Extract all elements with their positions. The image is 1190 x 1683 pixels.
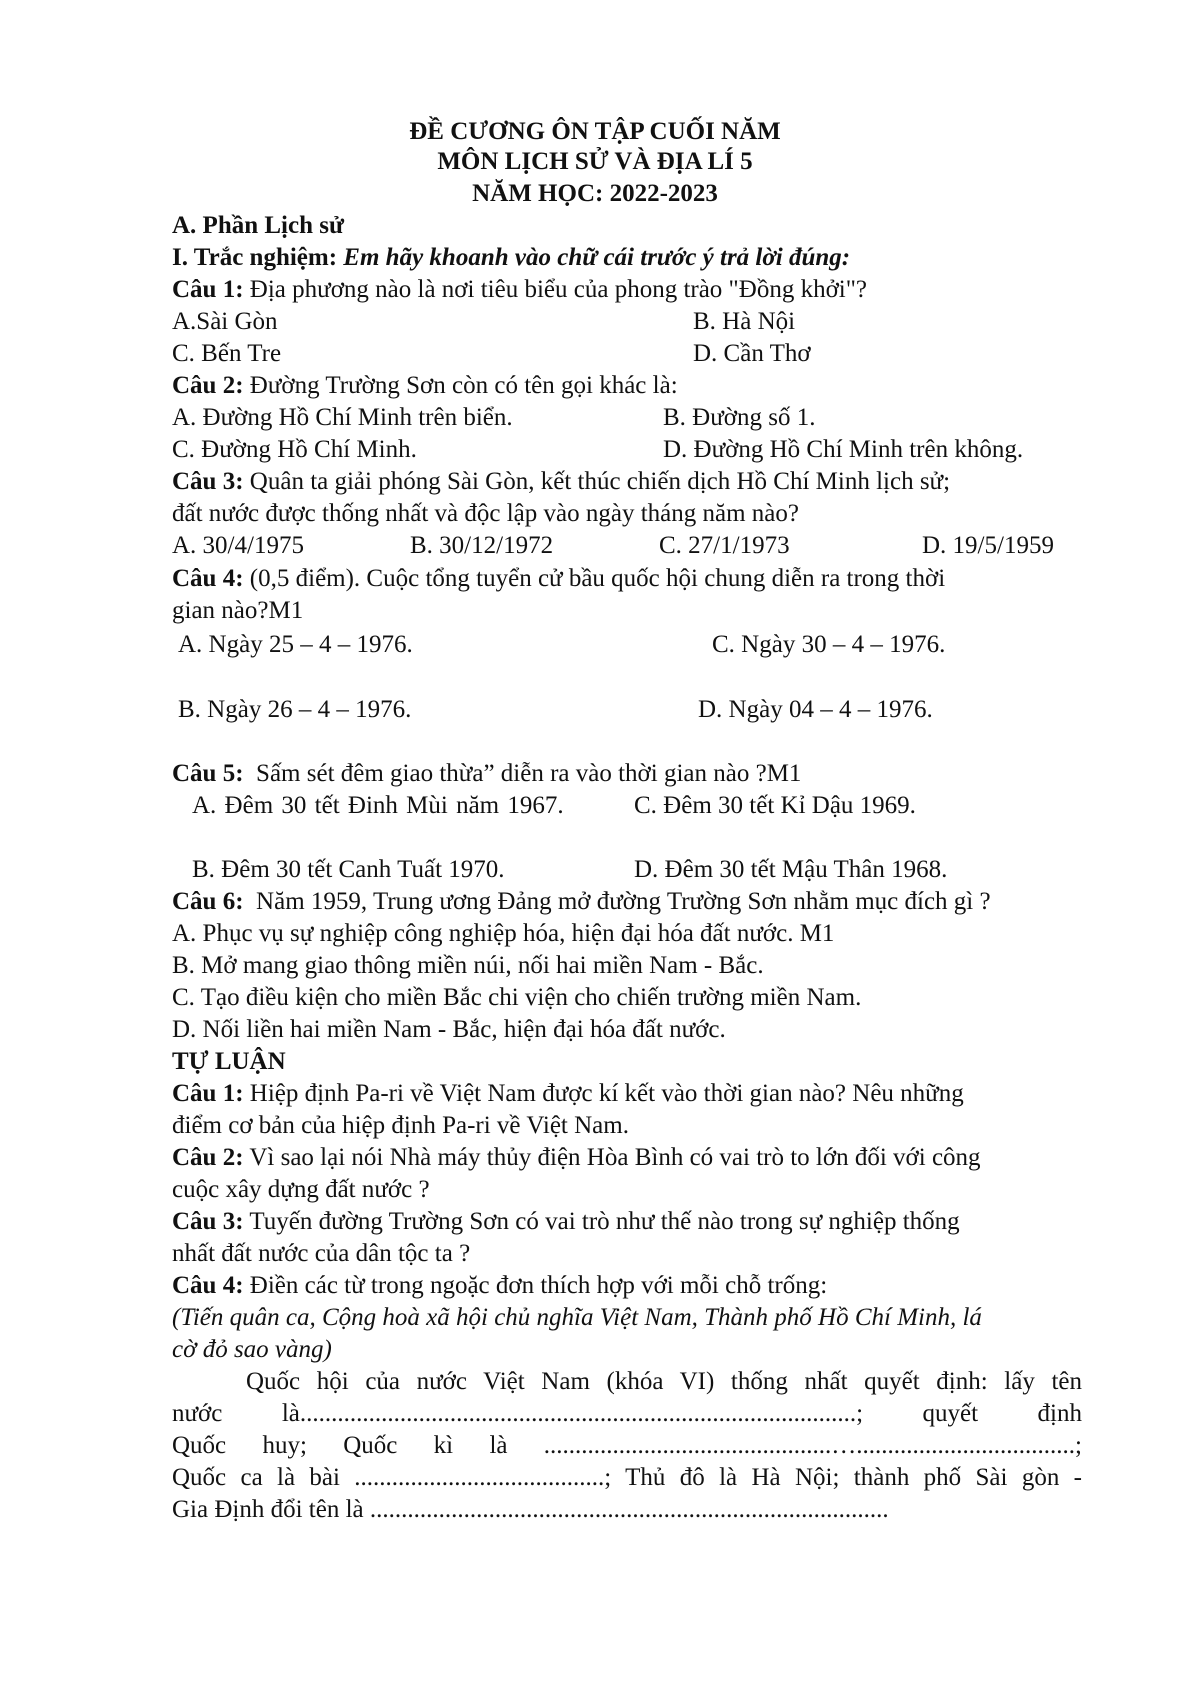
- answer-option[interactable]: C. Tạo điều kiện cho miền Bắc chi viện cho chiến trường miền Nam.: [172, 984, 862, 1011]
- answer-option[interactable]: C. 27/1/1973: [659, 532, 790, 559]
- question-label: Câu 4:: [172, 1272, 244, 1299]
- question-5: [172, 761, 801, 786]
- fill-in-blank-line[interactable]: Gia Định đổi tên là ...................................................................................: [172, 1496, 889, 1523]
- fill-in-blank-line[interactable]: nước là.........................................................................................; quyết định: [172, 1400, 1082, 1427]
- answer-option[interactable]: A. Ngày 25 – 4 – 1976.: [178, 631, 413, 658]
- answer-option[interactable]: D. Nối liền hai miền Nam - Bắc, hiện đại hóa đất nước.: [172, 1016, 726, 1043]
- answer-option[interactable]: C. Bến Tre: [172, 340, 282, 367]
- question-text: Năm 1959, Trung ương Đảng mở đường Trường Sơn nhằm mục đích gì ?: [256, 888, 991, 915]
- question-label: Câu 5:: [172, 760, 244, 787]
- question-text: nhất đất nước của dân tộc ta ?: [172, 1240, 471, 1267]
- answer-option[interactable]: D. Ngày 04 – 4 – 1976.: [698, 696, 933, 723]
- question-label: Câu 3:: [172, 1208, 244, 1235]
- answer-option[interactable]: D. Đường Hồ Chí Minh trên không.: [663, 436, 1024, 463]
- question-6: [172, 889, 991, 914]
- essay-question-4: [172, 1273, 827, 1298]
- fill-in-paragraph: Quốc hội của nước Việt Nam (khóa VI) thống nhất quyết định: lấy tên: [246, 1368, 1082, 1395]
- essay-heading: TỰ LUẬN: [172, 1048, 286, 1075]
- question-text: (0,5 điểm). Cuộc tổng tuyển cử bầu quốc hội chung diễn ra trong thời: [249, 565, 946, 592]
- question-4: [172, 566, 945, 591]
- answer-option[interactable]: C. Ngày 30 – 4 – 1976.: [712, 631, 946, 658]
- question-1: [172, 277, 867, 302]
- fill-in-blank-line[interactable]: Quốc huy; Quốc kì là ..............................................…...................................;: [172, 1432, 1082, 1459]
- answer-option[interactable]: B. Đêm 30 tết Canh Tuất 1970.: [192, 856, 505, 883]
- question-text: Quân ta giải phóng Sài Gòn, kết thúc chiến dịch Hồ Chí Minh lịch sử;: [249, 468, 951, 495]
- question-3: [172, 469, 950, 494]
- question-text: Đường Trường Sơn còn có tên gọi khác là:: [249, 372, 678, 399]
- question-label: Câu 1:: [172, 1080, 244, 1107]
- section-a-heading: A. Phần Lịch sử: [172, 212, 344, 239]
- title-line-2: MÔN LỊCH SỬ VÀ ĐỊA LÍ 5: [437, 148, 753, 175]
- answer-option[interactable]: B. Mở mang giao thông miền núi, nối hai miền Nam - Bắc.: [172, 952, 764, 979]
- question-text: Địa phương nào là nơi tiêu biểu của phong trào "Đồng khởi"?: [249, 276, 868, 303]
- answer-option[interactable]: C. Đường Hồ Chí Minh.: [172, 436, 417, 463]
- answer-option[interactable]: C. Đêm 30 tết Kỉ Dậu 1969.: [634, 792, 916, 819]
- essay-question-2: [172, 1145, 981, 1170]
- answer-option[interactable]: A.Sài Gòn: [172, 308, 278, 335]
- question-label: Câu 3:: [172, 468, 244, 495]
- question-text: Hiệp định Pa-ri về Việt Nam được kí kết vào thời gian nào? Nêu những: [249, 1080, 964, 1107]
- question-label: Câu 2:: [172, 1144, 244, 1171]
- question-text: đất nước được thống nhất và độc lập vào ngày tháng năm nào?: [172, 500, 799, 527]
- essay-question-3: [172, 1209, 960, 1234]
- word-options: cờ đỏ sao vàng): [172, 1336, 332, 1363]
- question-2: [172, 373, 678, 398]
- part-label: I. Trắc nghiệm:: [172, 244, 338, 271]
- question-label: Câu 1:: [172, 276, 244, 303]
- answer-option[interactable]: B. 30/12/1972: [410, 532, 554, 559]
- answer-option[interactable]: A. Phục vụ sự nghiệp công nghiệp hóa, hiện đại hóa đất nước. M1: [172, 920, 835, 947]
- title-line-1: ĐỀ CƯƠNG ÔN TẬP CUỐI NĂM: [409, 118, 781, 145]
- title-line-3: NĂM HỌC: 2022-2023: [472, 180, 718, 207]
- answer-option[interactable]: A. Đêm 30 tết Đinh Mùi năm 1967.: [192, 792, 564, 819]
- answer-option[interactable]: D. 19/5/1959: [922, 532, 1054, 559]
- question-text: Sấm sét đêm giao thừa” diễn ra vào thời gian nào ?M1: [256, 760, 802, 787]
- answer-option[interactable]: A. Đường Hồ Chí Minh trên biển.: [172, 404, 513, 431]
- fill-in-blank-line[interactable]: Quốc ca là bài ........................................; Thủ đô là Hà Nội; thành phố Sài gòn -: [172, 1464, 1082, 1491]
- question-text: Vì sao lại nói Nhà máy thủy điện Hòa Bình có vai trò to lớn đối với công: [249, 1144, 981, 1171]
- question-label: Câu 2:: [172, 372, 244, 399]
- question-label: Câu 4:: [172, 565, 244, 592]
- question-text: Điền các từ trong ngoặc đơn thích hợp với mỗi chỗ trống:: [249, 1272, 828, 1299]
- answer-option[interactable]: B. Ngày 26 – 4 – 1976.: [178, 696, 412, 723]
- answer-option[interactable]: B. Hà Nội: [693, 308, 796, 335]
- question-label: Câu 6:: [172, 888, 244, 915]
- part-instruction: Em hãy khoanh vào chữ cái trước ý trả lời đúng:: [343, 244, 851, 271]
- answer-option[interactable]: D. Đêm 30 tết Mậu Thân 1968.: [634, 856, 948, 883]
- answer-option[interactable]: B. Đường số 1.: [663, 404, 816, 431]
- multiple-choice-heading: [172, 245, 850, 270]
- essay-question-1: [172, 1081, 964, 1106]
- question-text: điểm cơ bản của hiệp định Pa-ri về Việt Nam.: [172, 1112, 629, 1139]
- answer-option[interactable]: D. Cần Thơ: [693, 340, 811, 367]
- word-options: (Tiến quân ca, Cộng hoà xã hội chủ nghĩa Việt Nam, Thành phố Hồ Chí Minh, lá: [172, 1304, 982, 1331]
- question-text: cuộc xây dựng đất nước ?: [172, 1176, 430, 1203]
- answer-option[interactable]: A. 30/4/1975: [172, 532, 304, 559]
- question-text: Tuyến đường Trường Sơn có vai trò như thế nào trong sự nghiệp thống: [249, 1208, 960, 1235]
- question-text: gian nào?M1: [172, 597, 304, 624]
